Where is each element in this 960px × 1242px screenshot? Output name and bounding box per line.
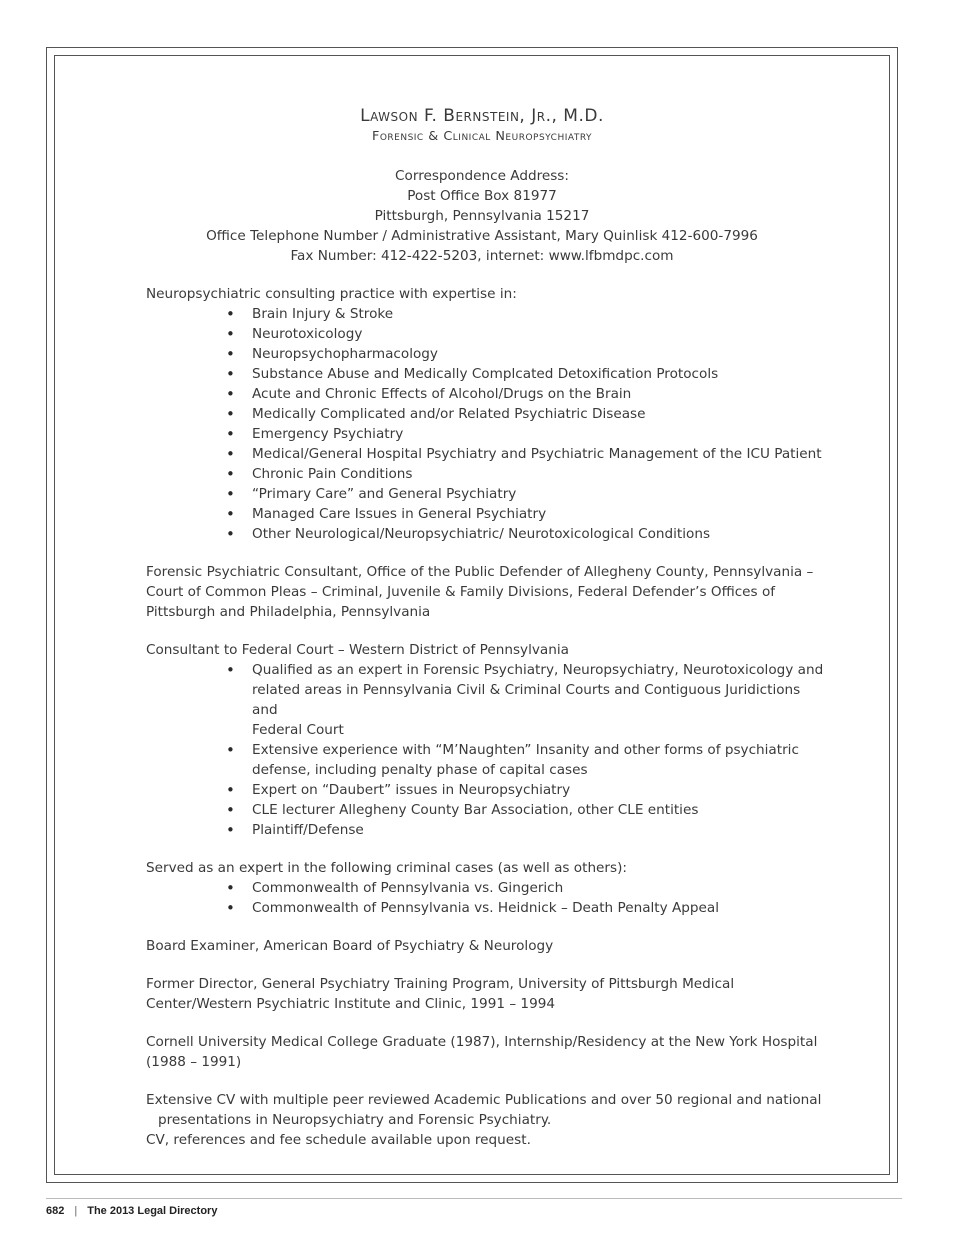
text-line: CV, references and fee schedule available upon request. xyxy=(146,1132,531,1148)
text-line: (1988 – 1991) xyxy=(146,1054,242,1070)
text-line: Federal Court xyxy=(252,722,344,738)
list-item: • Brain Injury & Stroke xyxy=(226,304,826,324)
telephone: Office Telephone Number / Administrative Assistant, Mary Quinlisk 412-600-7996 xyxy=(206,228,758,244)
federal-list xyxy=(146,660,826,840)
list-item: • Neurotoxicology xyxy=(226,324,826,344)
practice-list xyxy=(146,304,826,544)
publication-title: The 2013 Legal Directory xyxy=(87,1205,218,1217)
cv-section xyxy=(146,1090,826,1150)
address-heading: Correspondence Address: xyxy=(395,168,569,184)
list-item: • Neuropsychopharmacology xyxy=(226,344,826,364)
po-box: Post Office Box 81977 xyxy=(407,188,557,204)
list-item: • Expert on “Daubert” issues in Neuropsychiatry xyxy=(226,780,826,800)
practice-intro: Neuropsychiatric consulting practice with expertise in: xyxy=(146,286,517,302)
practice-section xyxy=(146,284,826,544)
ad-content xyxy=(146,104,826,1150)
list-item: • Plaintiff/Defense xyxy=(226,820,826,840)
footer-divider xyxy=(46,1198,902,1199)
federal-section xyxy=(146,640,826,840)
letterhead xyxy=(138,104,826,266)
footer-separator: | xyxy=(74,1205,78,1217)
text-line: Former Director, General Psychiatry Training Program, University of Pittsburgh Medical xyxy=(146,976,735,992)
text-line: • Qualified as an expert in Forensic Psychiatry, Neuropsychiatry, Neurotoxicology and xyxy=(252,662,824,678)
board-examiner: Board Examiner, American Board of Psychiatry & Neurology xyxy=(146,938,554,954)
fax-internet: Fax Number: 412-422-5203, internet: www.lfbmdpc.com xyxy=(290,248,674,264)
list-item xyxy=(226,660,826,740)
text-line: Forensic Psychiatric Consultant, Office of the Public Defender of Allegheny County, Pennsylvania – xyxy=(146,564,814,580)
education xyxy=(146,1032,826,1072)
list-item: • CLE lecturer Allegheny County Bar Association, other CLE entities xyxy=(226,800,826,820)
list-item: • Substance Abuse and Medically Complcated Detoxification Protocols xyxy=(226,364,826,384)
list-item: • Commonwealth of Pennsylvania vs. Heidnick – Death Penalty Appeal xyxy=(226,898,826,918)
cases-section xyxy=(146,858,826,918)
text-line: defense, including penalty phase of capital cases xyxy=(252,762,588,778)
list-item: • Medically Complicated and/or Related Psychiatric Disease xyxy=(226,404,826,424)
cases-list xyxy=(146,878,826,918)
correspondence-address xyxy=(138,166,826,266)
list-item xyxy=(226,740,826,780)
list-item: • Commonwealth of Pennsylvania vs. Gingerich xyxy=(226,878,826,898)
list-item: • Medical/General Hospital Psychiatry and Psychiatric Management of the ICU Patient xyxy=(226,444,826,464)
list-item: • Other Neurological/Neuropsychiatric/ Neurotoxicological Conditions xyxy=(226,524,826,544)
text-line: Cornell University Medical College Graduate (1987), Internship/Residency at the New York Hospital xyxy=(146,1034,818,1050)
doctor-name: Lawson F. Bernstein, Jr., M.D. xyxy=(360,106,604,126)
former-director xyxy=(146,974,826,1014)
city-state: Pittsburgh, Pennsylvania 15217 xyxy=(374,208,590,224)
list-item: • Acute and Chronic Effects of Alcohol/Drugs on the Brain xyxy=(226,384,826,404)
list-item: • Managed Care Issues in General Psychiatry xyxy=(226,504,826,524)
text-line: • Extensive experience with “M’Naughten” Insanity and other forms of psychiatric xyxy=(252,742,799,758)
specialty: Forensic & Clinical Neuropsychiatry xyxy=(371,129,593,144)
text-line: Center/Western Psychiatric Institute and Clinic, 1991 – 1994 xyxy=(146,996,556,1012)
page-footer xyxy=(46,1203,217,1219)
text-line: Court of Common Pleas – Criminal, Juvenile & Family Divisions, Federal Defender’s Offices of xyxy=(146,584,776,600)
cases-intro: Served as an expert in the following criminal cases (as well as others): xyxy=(146,860,627,876)
text-line: Extensive CV with multiple peer reviewed Academic Publications and over 50 regional and national xyxy=(146,1092,822,1108)
list-item: • “Primary Care” and General Psychiatry xyxy=(226,484,826,504)
text-line: presentations in Neuropsychiatry and Forensic Psychiatry. xyxy=(158,1112,552,1128)
forensic-consultant xyxy=(146,562,826,622)
federal-intro: Consultant to Federal Court – Western District of Pennsylvania xyxy=(146,642,569,658)
list-item: • Chronic Pain Conditions xyxy=(226,464,826,484)
text-line: related areas in Pennsylvania Civil & Criminal Courts and Contiguous Juridictions and xyxy=(252,682,801,718)
list-item: • Emergency Psychiatry xyxy=(226,424,826,444)
page-number: 682 xyxy=(46,1205,65,1217)
text-line: Pittsburgh and Philadelphia, Pennsylvania xyxy=(146,604,431,620)
